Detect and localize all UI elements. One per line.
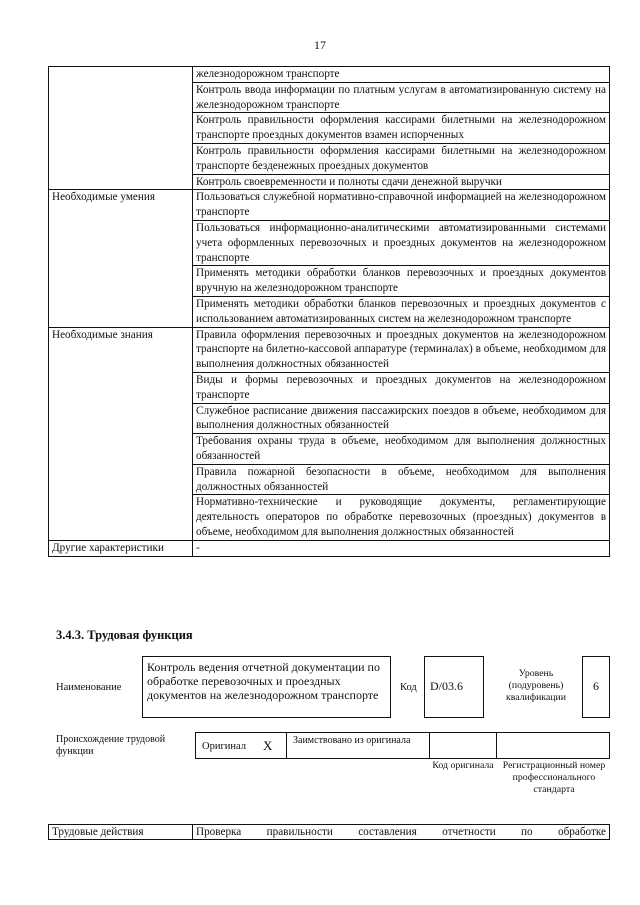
row-item: Контроль своевременности и полноты сдачи денежной выручки <box>193 174 610 190</box>
original-mark: X <box>263 738 273 753</box>
row-item: Контроль правильности оформления кассирами билетными на железнодорожном транспорте безденежных проездных документов <box>193 143 610 174</box>
function-code-box: D/03.6 <box>424 656 484 718</box>
borrowed-cell <box>286 732 430 759</box>
row-label: Другие характеристики <box>49 540 193 556</box>
code-original-cell <box>429 732 497 759</box>
section-title: 3.4.3. Трудовая функция <box>56 628 193 642</box>
row-item: - <box>193 540 610 556</box>
labor-actions-table <box>48 824 610 840</box>
labor-actions-label: Трудовые действия <box>49 825 193 840</box>
reg-number-cell <box>496 732 610 759</box>
row-item: Применять методики обработки бланков перевозочных и проездных документов с использованием автоматизированных систем на железнодорожном транспорте <box>193 296 610 327</box>
borrowed-label: Заимствовано из оригинала <box>293 735 411 746</box>
reg-number-caption: Регистрационный номер профессионального стандарта <box>502 760 606 795</box>
table-row <box>49 540 610 556</box>
row-item: Требования охраны труда в объеме, необходимом для выполнения должностных обязанностей <box>193 434 610 465</box>
origin-label: Происхождение трудовой функции <box>56 734 166 757</box>
table-row <box>49 190 610 221</box>
requirements-table <box>48 66 610 557</box>
row-item: Правила оформления перевозочных и проездных документов на железнодорожном транспорте на билетно-кассовой аппаратуре (терминалах) в объеме, необходимом для выполнения должностных обязанностей <box>193 327 610 372</box>
labor-actions-text: Проверка правильности составления отчетности по обработке <box>193 825 610 840</box>
function-name-box: Контроль ведения отчетной документации по обработке перевозочных и проездных документов на железнодорожном транспорте <box>142 656 391 718</box>
level-label: Уровень (подуровень) квалификации <box>505 668 567 703</box>
row-item: Служебное расписание движения пассажирских поездов в объеме, необходимом для выполнения должностных обязанностей <box>193 403 610 434</box>
row-label <box>49 67 193 190</box>
level-box: 6 <box>582 656 610 718</box>
page-number: 17 <box>314 38 326 52</box>
table-row <box>49 67 610 83</box>
row-label: Необходимые знания <box>49 327 193 540</box>
row-item: Нормативно-технические и руководящие документы, регламентирующие деятельность операторов по обработке перевозочных (проездных) документов в объеме, необходимом для выполнения должностных обязанностей <box>193 495 610 540</box>
row-item: Пользоваться служебной нормативно-справочной информацией на железнодорожном транспорте <box>193 190 610 221</box>
row-item: Пользоваться информационно-аналитическими автоматизированными системами учета оформленных перевозочных и проездных документов на железнодорожном транспорте <box>193 220 610 265</box>
row-item: Правила пожарной безопасности в объеме, необходимом для выполнения должностных обязанностей <box>193 464 610 495</box>
table-row <box>49 327 610 372</box>
row-item: Применять методики обработки бланков перевозочных и проездных документов вручную на железнодорожном транспорте <box>193 266 610 297</box>
code-label: Код <box>400 682 417 693</box>
code-original-caption: Код оригинала <box>432 760 494 771</box>
row-item: Виды и формы перевозочных и проездных документов на железнодорожном транспорте <box>193 372 610 403</box>
row-item: Контроль правильности оформления кассирами билетными на железнодорожном транспорте проездных документов взамен испорченных <box>193 113 610 144</box>
original-cell <box>195 732 287 759</box>
row-item: железнодорожном транспорте <box>193 67 610 83</box>
row-item: Контроль ввода информации по платным услугам в автоматизированную систему на железнодорожном транспорте <box>193 82 610 113</box>
row-label: Необходимые умения <box>49 190 193 327</box>
original-label: Оригинал <box>202 741 246 752</box>
name-label: Наименование <box>56 682 122 693</box>
